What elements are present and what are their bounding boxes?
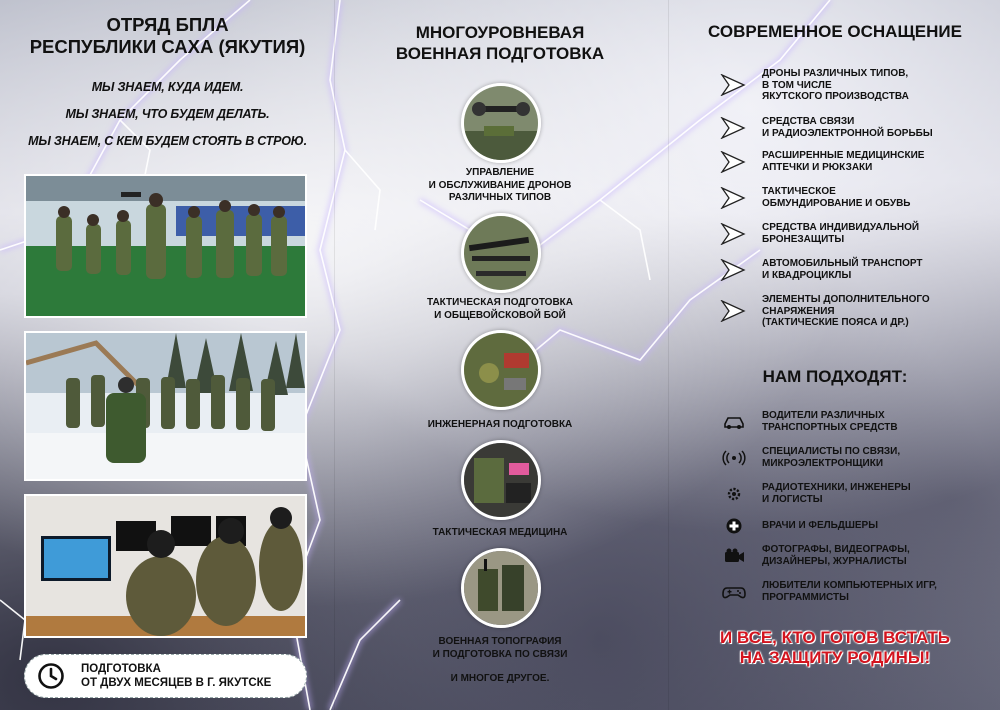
training-title-line: ВОЕННАЯ ПОДГОТОВКА [395, 44, 605, 63]
equipment-item [720, 186, 990, 209]
equipment-item-line: АВТОМОБИЛЬНЫЙ ТРАНСПОРТ [762, 258, 923, 269]
photo-drone-training [24, 174, 307, 318]
motto-line: МЫ ЗНАЕМ, ЧТО БУДЕМ ДЕЛАТЬ. [65, 107, 270, 121]
who-fits-line: РАДИОТЕХНИКИ, ИНЖЕНЕРЫ [762, 482, 911, 493]
chevron-right-icon [720, 187, 746, 209]
photo-medicine-circle [461, 440, 541, 520]
chevron-right-icon [720, 300, 746, 322]
training-item [335, 527, 665, 540]
unit-title-line: ОТРЯД БПЛА [106, 14, 229, 35]
equipment-item [720, 150, 990, 173]
equipment-item-line: СРЕДСТВА ИНДИВИДУАЛЬНОЙ [762, 222, 920, 233]
and-more-text: И МНОГОЕ ДРУГОЕ. [450, 673, 550, 684]
gear-icon [722, 485, 746, 503]
equipment-item-line: И РАДИОЭЛЕКТРОННОЙ БОРЬБЫ [762, 127, 933, 139]
chevron-right-icon [720, 151, 746, 173]
equipment-item-line: В ТОМ ЧИСЛЕ [762, 79, 832, 91]
training-item-line: УПРАВЛЕНИЕ [465, 167, 535, 178]
training-item [335, 167, 665, 205]
equipment-item [720, 116, 990, 139]
who-fits-line: СПЕЦИАЛИСТЫ ПО СВЯЗИ, [762, 446, 901, 457]
training-item-line: ТАКТИЧЕСКАЯ ПОДГОТОВКА [426, 297, 573, 308]
photo-drones-circle [461, 83, 541, 163]
training-item-line: И ОБСЛУЖИВАНИЕ ДРОНОВ [428, 179, 572, 191]
fold-line [668, 0, 669, 710]
photo-winter-tactics [24, 331, 307, 481]
photo-engineering-circle [461, 330, 541, 410]
who-fits-title: НАМ ПОДХОДЯТ: [762, 367, 908, 386]
equipment-item [720, 258, 990, 281]
who-fits-line: И ЛОГИСТЫ [762, 493, 823, 505]
who-fits-item [722, 446, 992, 469]
chevron-right-icon [720, 223, 746, 245]
training-item-line: И ПОДГОТОВКА ПО СВЯЗИ [432, 648, 568, 660]
chevron-right-icon [720, 117, 746, 139]
equipment-title: СОВРЕМЕННОЕ ОСНАЩЕНИЕ [708, 22, 962, 41]
unit-title [0, 14, 335, 58]
unit-title-line: РЕСПУБЛИКИ САХА (ЯКУТИЯ) [29, 36, 306, 57]
training-title [335, 22, 665, 64]
equipment-item-line: ЭЛЕМЕНТЫ ДОПОЛНИТЕЛЬНОГО [762, 294, 930, 305]
training-item [335, 419, 665, 432]
who-fits-line: МИКРОЭЛЕКТРОНЩИКИ [762, 457, 884, 469]
who-fits-item [722, 517, 992, 535]
training-item-line: ИНЖЕНЕРНАЯ ПОДГОТОВКА [427, 419, 573, 430]
who-fits-line: ПРОГРАММИСТЫ [762, 591, 849, 603]
who-fits-item [722, 410, 992, 433]
who-fits-line: ВРАЧИ И ФЕЛЬДШЕРЫ [762, 520, 879, 532]
camera-icon [722, 547, 746, 565]
equipment-item-line: ЯКУТСКОГО ПРОИЗВОДСТВА [762, 91, 909, 102]
training-item-line: ТАКТИЧЕСКАЯ МЕДИЦИНА [432, 527, 568, 538]
closing-slogan-line: НА ЗАЩИТУ РОДИНЫ! [739, 648, 931, 667]
photo-radio-circle [461, 548, 541, 628]
who-fits-line: ВОДИТЕЛИ РАЗЛИЧНЫХ [762, 410, 885, 421]
photo-simulator-room [24, 494, 307, 638]
training-item-line: И ОБЩЕВОЙСКОВОЙ БОЙ [434, 309, 566, 321]
closing-slogan-line: И ВСЕ, КТО ГОТОВ ВСТАТЬ [720, 628, 950, 647]
training-item [335, 297, 665, 322]
equipment-item [720, 68, 990, 103]
equipment-item-line: РАСШИРЕННЫЕ МЕДИЦИНСКИЕ [762, 150, 925, 161]
equipment-item-line: ТАКТИЧЕСКОЕ [762, 186, 836, 197]
who-fits-line: ДИЗАЙНЕРЫ, ЖУРНАЛИСТЫ [762, 555, 907, 567]
training-item [335, 636, 665, 661]
who-fits-line: ФОТОГРАФЫ, ВИДЕОГРАФЫ, [762, 544, 910, 555]
signal-icon [722, 449, 746, 467]
chevron-right-icon [720, 259, 746, 281]
who-fits-item [722, 482, 992, 505]
equipment-item [720, 294, 990, 329]
training-item-line: РАЗЛИЧНЫХ ТИПОВ [448, 192, 552, 203]
motto-line: МЫ ЗНАЕМ, КУДА ИДЕМ. [91, 80, 244, 94]
training-duration-badge [24, 654, 307, 698]
equipment-item-line: СРЕДСТВА СВЯЗИ [762, 116, 855, 127]
equipment-item-line: АПТЕЧКИ И РЮКЗАКИ [762, 161, 873, 173]
clock-icon [37, 662, 65, 690]
motto [0, 74, 335, 155]
equipment-item [720, 222, 990, 245]
photo-weapons-circle [461, 213, 541, 293]
equipment-item-line: ОБМУНДИРОВАНИЕ И ОБУВЬ [762, 197, 911, 209]
equipment-item-line: БРОНЕЗАЩИТЫ [762, 233, 845, 245]
who-fits-line: ТРАНСПОРТНЫХ СРЕДСТВ [762, 421, 898, 433]
equipment-item-line: ДРОНЫ РАЗЛИЧНЫХ ТИПОВ, [762, 68, 909, 79]
equipment-item-line: СНАРЯЖЕНИЯ [762, 305, 835, 317]
equipment-item-line: И КВАДРОЦИКЛЫ [762, 269, 852, 281]
gamepad-icon [722, 583, 746, 601]
chevron-right-icon [720, 74, 746, 96]
medical-cross-icon [722, 517, 746, 535]
who-fits-item [722, 544, 992, 567]
training-duration-line: ПОДГОТОВКА [81, 663, 161, 675]
training-title-line: МНОГОУРОВНЕВАЯ [415, 23, 585, 42]
closing-slogan [670, 628, 1000, 668]
equipment-item-line: (ТАКТИЧЕСКИЕ ПОЯСА И ДР.) [762, 317, 909, 328]
motto-line: МЫ ЗНАЕМ, С КЕМ БУДЕМ СТОЯТЬ В СТРОЮ. [28, 134, 307, 148]
who-fits-line: ЛЮБИТЕЛИ КОМПЬЮТЕРНЫХ ИГР, [762, 580, 937, 591]
training-duration-line: ОТ ДВУХ МЕСЯЦЕВ В Г. ЯКУТСКЕ [81, 677, 272, 689]
car-icon [722, 413, 746, 431]
who-fits-item [722, 580, 992, 603]
training-item-line: ВОЕННАЯ ТОПОГРАФИЯ [438, 636, 562, 647]
